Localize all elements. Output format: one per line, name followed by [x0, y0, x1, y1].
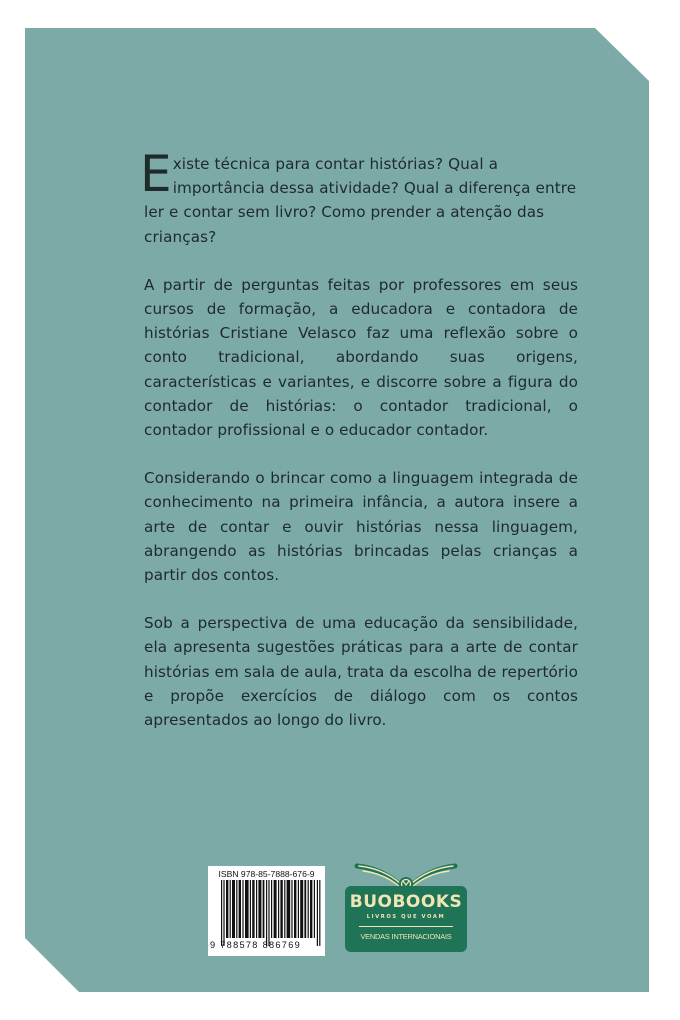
- drop-cap: E: [140, 145, 172, 203]
- blurb-paragraph-1: [140, 145, 578, 249]
- isbn-label: ISBN 978-85-7888-676-9: [218, 869, 315, 879]
- publisher-name: BUOBOOKS: [349, 892, 463, 912]
- publisher-subtitle: VENDAS INTERNACIONAIS: [360, 932, 452, 941]
- blurb-paragraph-3: Considerando o brincar como a linguagem integrada de conhecimento na primeira infância, a autora insere a arte de contar e ouvir histórias nessa linguagem, abrangendo as histórias brincadas pelas crianças a partir dos contos.: [144, 469, 578, 585]
- publisher-tagline: LIVROS QUE VOAM: [366, 914, 446, 920]
- blurb-paragraph-2: A partir de perguntas feitas por professores em seus cursos de formação, a educadora e contadora de histórias Cristiane Velasco faz uma reflexão sobre o conto tradicional, abordando suas origens, características e variantes, e discorre sobre a figura do contador de histórias: o contador tradicional, o contador profissional e o educador contador.: [144, 275, 578, 440]
- barcode-digits: 9 788578 886769: [210, 940, 302, 950]
- isbn-barcode: [208, 866, 325, 956]
- blurb-paragraph-4: Sob a perspectiva de uma educação da sensibilidade, ela apresenta sugestões práticas para a arte de contar histórias em sala de aula, trata da escolha de repertório e propõe exercícios de diálogo com os contos apresentados ao longo do livro.: [144, 614, 578, 730]
- barcode-bars-icon: [221, 880, 321, 946]
- blurb-text: [140, 145, 578, 756]
- publisher-logo-box: [345, 886, 467, 952]
- paragraph-1-text: xiste técnica para contar histórias? Qual a importância dessa atividade? Qual a diferença entre ler e contar sem livro? Como prender a atenção das crianças?: [144, 155, 577, 246]
- publisher-logo: [341, 860, 471, 954]
- logo-divider: [359, 926, 453, 927]
